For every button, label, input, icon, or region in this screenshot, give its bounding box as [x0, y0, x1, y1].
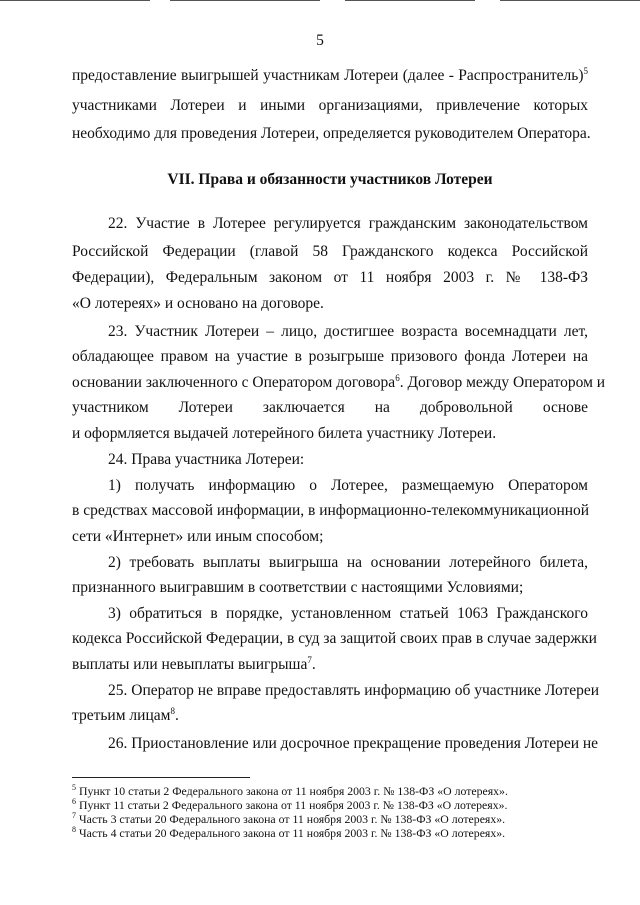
text-line: участником Лотереи заключается на добровольной основе: [72, 399, 588, 416]
footnote: $^8$ Часть 4 статьи 20 Федерального закона от 11 ноября 2003 г. № 138-ФЗ «О лотереях».: [72, 825, 506, 840]
text-line: предоставление выигрышей участникам Лотереи (далее - Распространитель)$^5$: [72, 65, 588, 84]
text-line: сети «Интернет» или иным способом;: [72, 528, 324, 545]
footnote: $^6$ Пункт 11 статьи 2 Федерального закона от 11 ноября 2003 г. № 138-ФЗ «О лотереях».: [72, 797, 508, 812]
footnote: $^7$ Часть 3 статьи 20 Федерального закона от 11 ноября 2003 г. № 138-ФЗ «О лотереях».: [72, 811, 506, 826]
footnote-divider: [72, 777, 250, 778]
text-line: 26. Приостановление или досрочное прекращение проведения Лотереи не: [108, 735, 599, 752]
text-line: 24. Права участника Лотереи:: [108, 451, 305, 468]
text-line: Российской Федерации (главой 58 Гражданского кодекса Российской: [72, 243, 588, 260]
text-line: 2) требовать выплаты выигрыша на основании лотерейного билета,: [108, 554, 588, 571]
text-line: 22. Участие в Лотерее регулируется гражданским законодательством: [108, 215, 588, 232]
text-line: Федерации), Федеральным законом от 11 ноября 2003 г. № 138-ФЗ: [72, 269, 588, 286]
text-line: и оформляется выдачей лотерейного билета участнику Лотереи.: [72, 425, 497, 442]
section-heading: VII. Права и обязанности участников Лотереи: [167, 171, 493, 188]
text-line: в средствах массовой информации, в информационно-телекоммуникационной: [72, 502, 590, 519]
text-line: 25. Оператор не вправе предоставлять информацию об участнике Лотереи: [108, 682, 600, 699]
text-line: 3) обратиться в порядке, установленном статьей 1063 Гражданского: [108, 605, 588, 622]
text-line: участниками Лотереи и иными организациями, привлечение которых: [72, 97, 588, 114]
text-line: 1) получать информацию о Лотерее, размещаемую Оператором: [108, 477, 588, 494]
text-line: третьим лицам$^8$.: [72, 705, 179, 724]
text-line: необходимо для проведения Лотереи, определяется руководителем Оператора.: [72, 125, 591, 142]
footnote: $^5$ Пункт 10 статьи 2 Федерального закона от 11 ноября 2003 г. № 138-ФЗ «О лотереях».: [72, 783, 508, 798]
text-line: «О лотереях» и основано на договоре.: [72, 295, 324, 312]
scan-top-edge: [0, 0, 640, 2]
text-line: 23. Участник Лотереи – лицо, достигшее возраста восемнадцати лет,: [108, 323, 588, 340]
text-line: кодекса Российской Федерации, в суд за защитой своих прав в случае задержки: [72, 630, 597, 647]
page-number: 5: [316, 32, 324, 49]
text-line: выплаты или невыплаты выигрыша$^7$.: [72, 654, 316, 673]
text-line: основании заключенного с Оператором договора$^6$. Договор между Оператором и: [72, 372, 606, 391]
text-line: обладающее правом на участие в розыгрыше призового фонда Лотереи на: [72, 348, 588, 365]
text-line: признанного выигравшим в соответствии с настоящими Условиями;: [72, 579, 524, 596]
